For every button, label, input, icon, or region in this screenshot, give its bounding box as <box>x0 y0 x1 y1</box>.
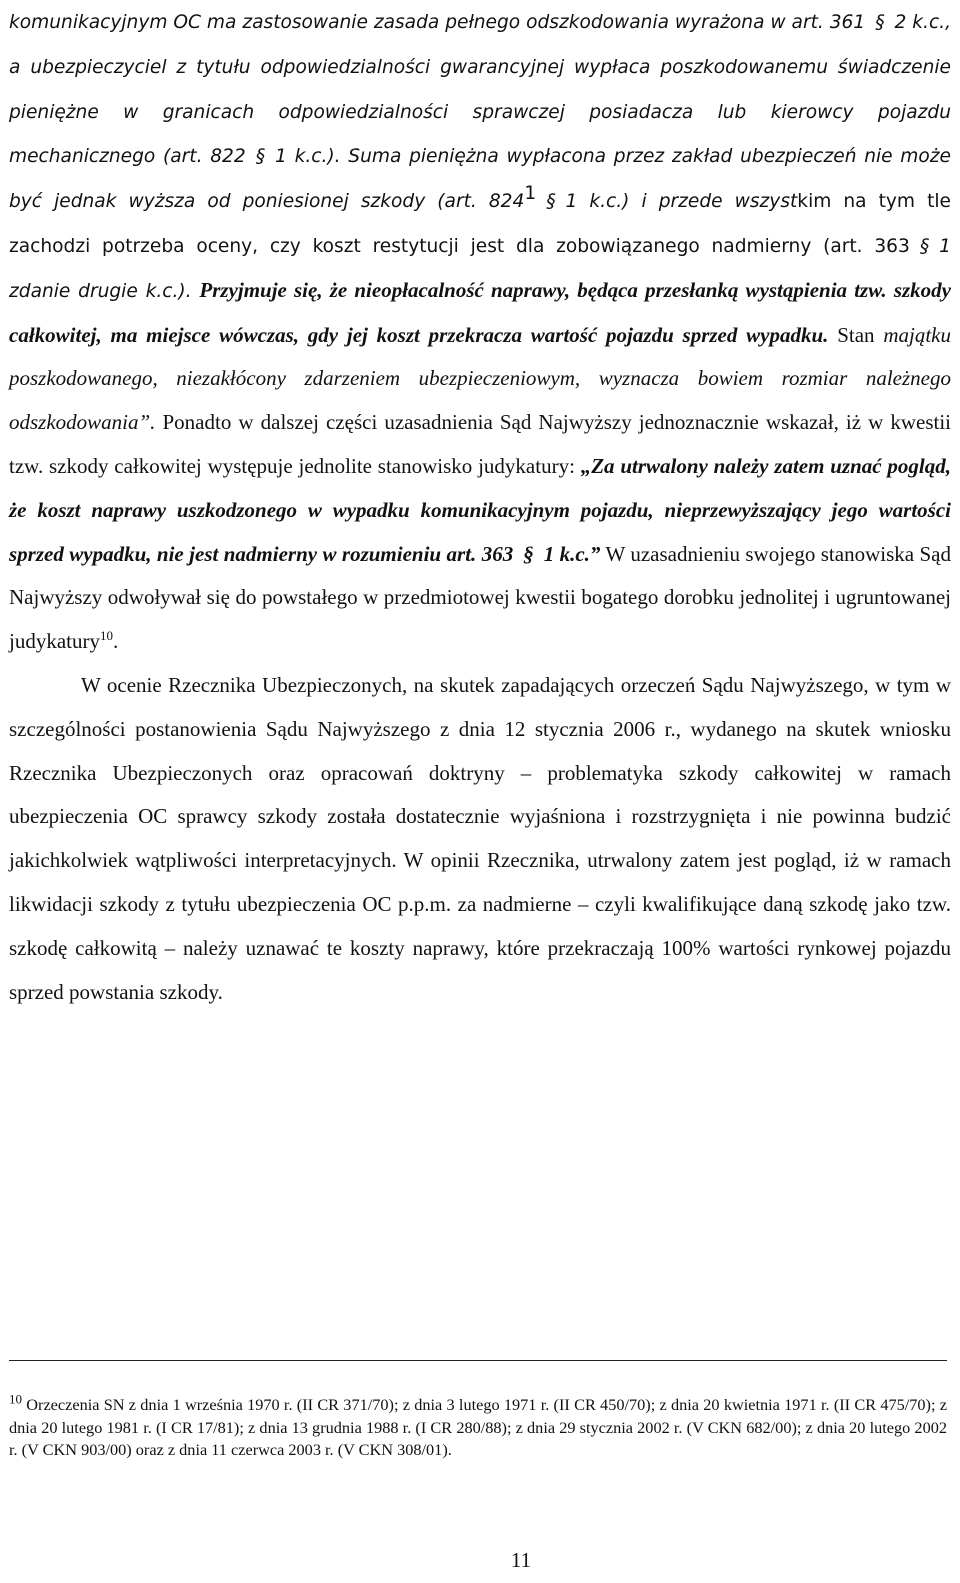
text-fragment: W uzasadnieniu swojego stanowiska Sąd Najwyższy odwoływał się do powstałego w przedmiotowej kwestii bogatego dorobku jednolitej i ugruntowanej judykatury <box>9 541 951 654</box>
bold-quote: „Za utrwalony należy zatem uznać pogląd, że koszt naprawy uszkodzonego w wypadku komunikacyjnym pojazdu, nieprzewyższający jego wartości sprzed wypadku, nie jest nadmierny w rozumieniu art. 363 <box>9 453 951 566</box>
section-symbol: § <box>523 541 534 566</box>
quote-fragment: kim na tym tle zachodzi potrzeba oceny, czy koszt restytucji jest dla zobowiązanego nadmierny (art. 363 <box>9 191 951 257</box>
section-symbol: § <box>875 12 885 33</box>
bold-quote: Przyjmuje się, że nieopłacalność naprawy, będąca przesłanką wystąpienia tzw. szkody całkowitej, ma miejsce wówczas, gdy jej koszt przekracza wartość pojazdu sprzed wypadku. <box>9 277 951 347</box>
quote-fragment: 1 k.c.) i przede wszyst <box>565 191 798 213</box>
quote-fragment: majątku poszkodowanego, niezakłócony zdarzeniem ubezpieczeniowym, wyznacza bowiem rozmiar należnego odszkodowania”. <box>9 322 951 435</box>
footnote-text: Orzeczenia SN z dnia 1 września 1970 r. (II CR 371/70); z dnia 3 lutego 1971 r. (II CR 450/70); z dnia 20 kwietnia 1971 r. (II CR 475/70); z dnia 20 lutego 1981 r. (I CR 17/81); z dnia 13 grudnia 1988 r. (I CR 280/88); z dnia 29 stycznia 2002 r. (V CKN 682/00); z dnia 20 lutego 2002 r. (V CKN 903/00) oraz z dnia 11 czerwca 2003 r. (V CKN 308/01). <box>9 1395 947 1459</box>
page-number: 11 <box>510 1548 532 1572</box>
quote-fragment: komunikacyjnym OC ma zastosowanie zasada pełnego odszkodowania wyrażona w art. 361 <box>9 12 866 33</box>
footnote-number: 10 <box>9 1391 22 1407</box>
body-text <box>9 0 951 1014</box>
text-fragment: Stan <box>828 322 884 347</box>
section-symbol: § <box>255 146 266 168</box>
text-fragment: Ponadto w dalszej części uzasadnienia Sąd Najwyższy jednoznacznie wskazał, iż w kwestii tzw. szkody całkowitej występuje jednolite stanowisko judykatury: <box>9 410 951 478</box>
paragraph-2: W ocenie Rzecznika Ubezpieczonych, na skutek zapadających orzeczeń Sądu Najwyższego, w tym w szczególności postanowienia Sądu Najwyższego z dnia 12 stycznia 2006 r., wydanego na skutek wniosku Rzecznika Ubezpieczonych oraz opracowań doktryny – problematyka szkody całkowitej w ramach ubezpieczenia OC sprawcy szkody została dostatecznie wyjaśniona i rozstrzygnięta i nie powinna budzić jakichkolwiek wątpliwości interpretacyjnych. W opinii Rzecznika, utrwalony zatem jest pogląd, iż w ramach likwidacji szkody z tytułu ubezpieczenia OC p.p.m. za nadmierne – czyli kwalifikujące daną szkodę jako tzw. szkodę całkowitą – należy uznawać te koszty naprawy, które przekraczają 100% wartości rynkowej pojazdu sprzed powstania szkody. <box>9 672 951 1004</box>
superscript: 1 <box>524 183 537 205</box>
section-symbol: § <box>546 191 556 213</box>
bold-quote: 1 k.c.” <box>543 541 601 566</box>
footnote-ref[interactable]: 10 <box>99 628 113 644</box>
section-symbol: § <box>919 235 930 257</box>
footnote-divider <box>9 1360 947 1361</box>
quote-fragment: 2 k.c., a ubezpieczyciel z tytułu odpowiedzialności gwarancyjnej wypłaca poszkodowanemu świadczenie pieniężne w granicach odpowiedzialności sprawczej posiadacza lub kierowcy pojazdu mechanicznego (art. 822 <box>9 12 951 168</box>
text-fragment: . <box>112 629 119 654</box>
paragraph-1 <box>9 0 951 664</box>
quote-fragment: 1 zdanie drugie k.c.). <box>9 235 951 302</box>
footnote <box>9 1391 947 1462</box>
quote-fragment: 1 k.c.). Suma pieniężna wypłacona przez zakład ubezpieczeń nie może być jednak wyższa od poniesionej szkody (art. 824 <box>9 146 951 213</box>
